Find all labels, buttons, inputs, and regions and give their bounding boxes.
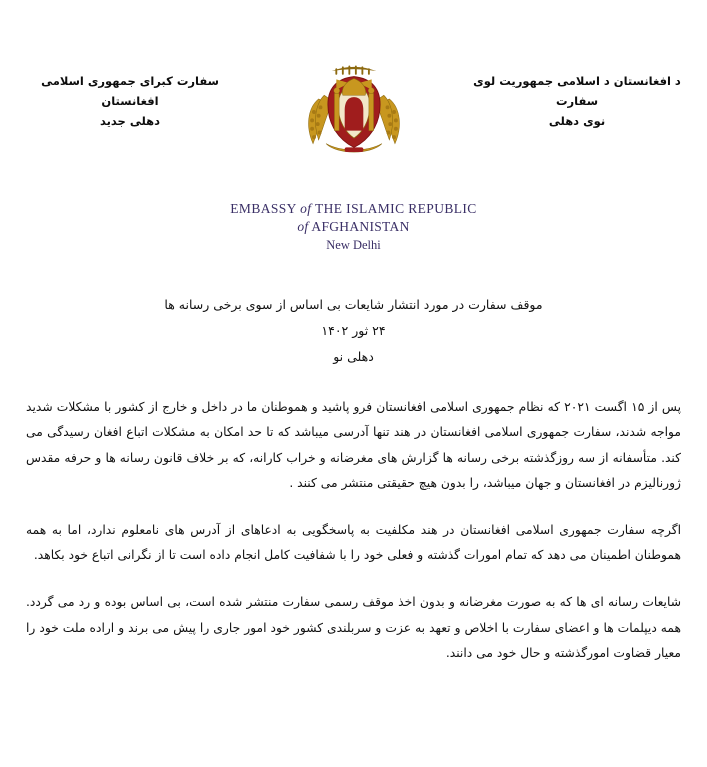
document-title: موقف سفارت در مورد انتشار شایعات بی اساس از سوی برخی رسانه ها — [164, 297, 543, 313]
paragraph-2: اگرچه سفارت جمهوری اسلامی افغانستان در هند مکلفیت به پاسخگویی به ادعاهای از آدرس های نامعلوم ندارد، اما به همه هموطنان اطمینان می دهد که تمام امورات گذشته و فعلی خود را با شفافیت کامل انجام داده است تا از نگرانی اتباع خود بکاهد. — [26, 523, 681, 563]
paragraph-3: شایعات رسانه ای ها که به صورت مغرضانه و بدون اخذ موقف رسمی سفارت منتشر شده است، بی اساس بوده و رد می گردد. همه دیپلمات ها و اعضای سفارت با اخلاص و تعهد به عزت و سربلندی کشور خود امور جاری را پیش می برند و اراده ملت خود را معیار قضاوت امورگذشته و حال خود می دانند. — [26, 595, 681, 660]
caption-line-2 — [0, 218, 707, 236]
caption-line1-c: THE ISLAMIC REPUBLIC — [311, 201, 477, 216]
letterhead-dari-line1: سفارت کبرای جمهوری اسلامی افغانستان — [41, 74, 219, 109]
embassy-caption — [0, 200, 707, 254]
paragraph-1: پس از ۱۵ اگست ۲۰۲۱ که نظام جمهوری اسلامی افغانستان فرو پاشید و هموطنان ما در داخل و خارج از کشور با مشکلات شدید مواجه شدند، سفارت جمهوری اسلامی افغانستان در هند تنها آدرسی میباشد که تا حد امکان به مشکلات اتباع افغان رسیدگی می کند. متأسفانه از سه روزگذشته برخی رسانه ها گزارش های مغرضانه و خراب کارانه، که بر خلاف قانون رسانه ها و حرفه مقدس ژورنالیزم در افغانستان و جهان میباشد، را بدون هیچ حقیقتی منتشر می کنند . — [26, 400, 681, 490]
caption-line2-of: of — [297, 219, 309, 235]
title-block — [26, 292, 681, 369]
caption-line1-a: EMBASSY — [230, 201, 301, 216]
emblem-container — [274, 58, 434, 166]
letterhead-pashto-line2: نوی دهلی — [548, 114, 606, 129]
caption-city: New Delhi — [326, 238, 381, 253]
document-body — [26, 292, 681, 666]
caption-line1-of: of — [300, 201, 312, 216]
document-place: دهلی نو — [333, 348, 374, 364]
letterhead — [0, 0, 707, 166]
letterhead-pashto-block — [471, 58, 683, 131]
caption-line-1 — [0, 200, 707, 218]
letterhead-dari-line2: دهلی جدید — [99, 114, 161, 129]
letterhead-dari-block — [24, 58, 236, 131]
letterhead-pashto-line1: د افغانستان د اسلامی جمهوریت لوی سفارت — [473, 74, 681, 109]
caption-line2-b: AFGHANISTAN — [308, 219, 410, 235]
document-date: ۲۴ ثور ۱۴۰۲ — [321, 322, 386, 338]
afghanistan-national-emblem-icon — [298, 58, 410, 166]
